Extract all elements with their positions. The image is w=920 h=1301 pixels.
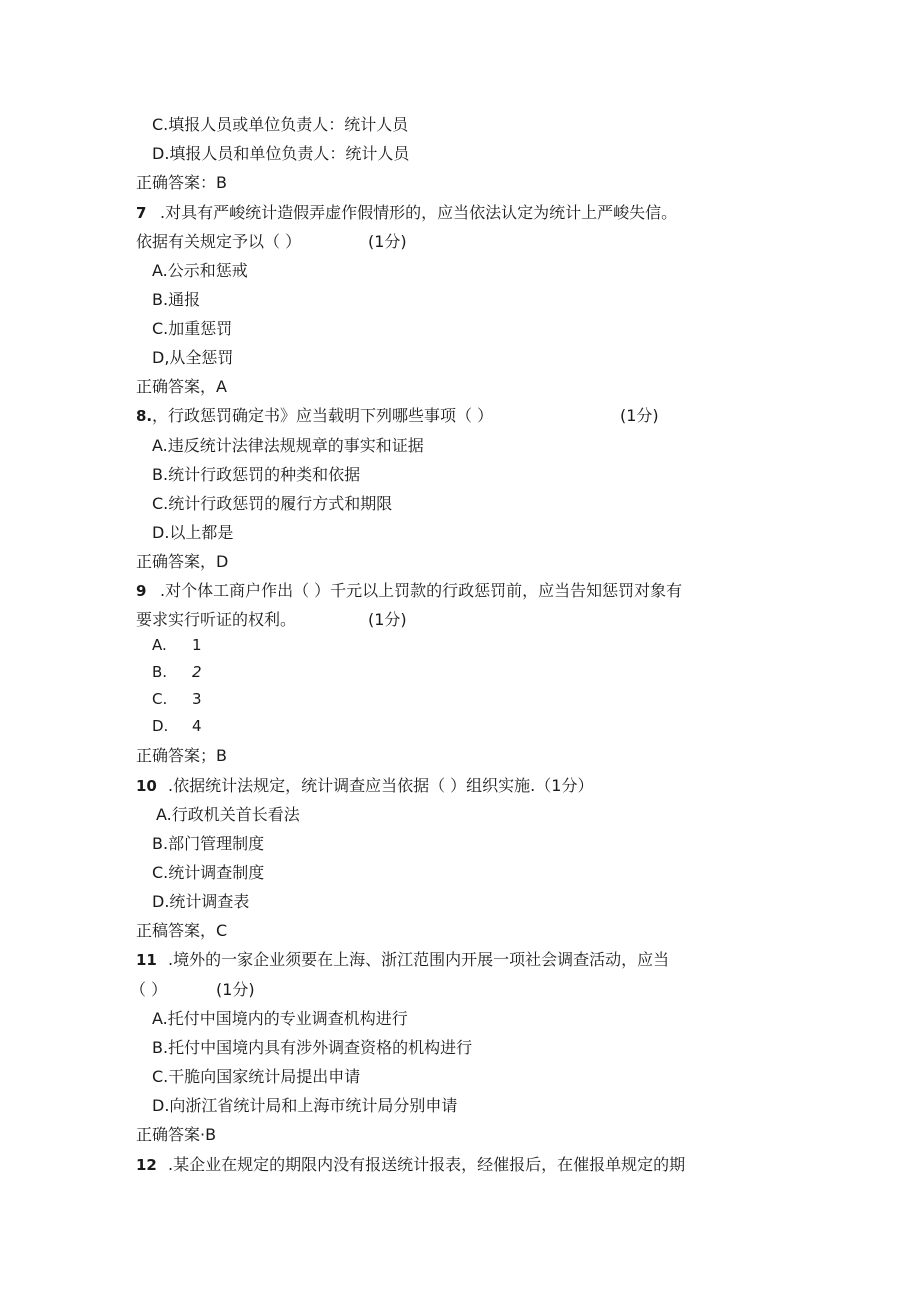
q9-option-a-value: 1 [192, 636, 202, 654]
q11-option-b: B.托付中国境内具有涉外调查资格的机构进行 [152, 1038, 473, 1057]
q12-text-line1: .某企业在规定的期限内没有报送统计报表，经催报后，在催报单规定的期 [168, 1155, 686, 1174]
q6-answer: 正确答案：B [136, 173, 227, 192]
q7-option-c: C.加重惩罚 [152, 319, 233, 338]
q8-option-a: A.违反统计法律法规规章的事实和证据 [152, 436, 424, 455]
q7-text-line2: 依据有关规定予以（ ） [136, 232, 302, 251]
q7-option-d: D,从全惩罚 [152, 348, 234, 367]
q8-text-line1: ，行政惩罚确定书》应当载明下列哪些事项（ ） [152, 406, 494, 425]
q10-option-a: A.行政机关首长看法 [156, 805, 300, 824]
q10-text-line1: .依据统计法规定，统计调查应当依据（ ）组织实施.（1分） [168, 776, 594, 795]
q6-option-c: C.填报人员或单位负责人：统计人员 [152, 115, 409, 134]
q9-number: 9 [136, 582, 147, 600]
q9-option-d-value: 4 [192, 717, 202, 735]
q10-number: 10 [136, 777, 157, 795]
q8-option-d: D.以上都是 [152, 523, 234, 542]
q9-option-d-label: D. [152, 717, 169, 735]
q11-answer: 正确答案·B [136, 1125, 217, 1144]
q10-option-d: D.统计调查表 [152, 892, 250, 911]
q11-text-line1: .境外的一家企业须要在上海、浙江范围内开展一项社会调查活动，应当 [168, 950, 670, 969]
q9-option-b-label: B. [152, 663, 168, 681]
q9-option-b-value: 2 [192, 663, 202, 681]
q11-option-c: C.干脆向国家统计局提出申请 [152, 1067, 361, 1086]
q8-score: (1分) [620, 406, 659, 425]
q7-text-line1: .对具有严峻统计造假弄虚作假情形的，应当依法认定为统计上严峻失信。 [160, 203, 678, 222]
q9-score: (1分) [368, 610, 407, 629]
q7-option-a: A.公示和惩戒 [152, 261, 248, 280]
q12-number: 12 [136, 1156, 157, 1174]
q11-number: 11 [136, 951, 157, 969]
q7-number: 7 [136, 204, 147, 222]
q9-answer: 正确答案；B [136, 746, 227, 765]
q8-answer: 正确答案，D [136, 552, 229, 571]
q9-option-c-value: 3 [192, 690, 202, 708]
q7-option-b: B.通报 [152, 290, 201, 309]
q8-number: 8. [136, 407, 153, 425]
q7-answer: 正确答案，A [136, 377, 227, 396]
q10-option-b: B.部门管理制度 [152, 834, 265, 853]
q11-score: (1分) [216, 980, 255, 999]
q9-text-line1: .对个体工商户作出（ ）千元以上罚款的行政惩罚前，应当告知惩罚对象有 [160, 581, 683, 600]
q11-option-a: A.托付中国境内的专业调查机构进行 [152, 1009, 408, 1028]
q6-option-d: D.填报人员和单位负责人：统计人员 [152, 144, 410, 163]
q8-option-b: B.统计行政惩罚的种类和依据 [152, 465, 361, 484]
q9-option-c-label: C. [152, 690, 168, 708]
q9-option-a-label: A. [152, 636, 167, 654]
q9-text-line2: 要求实行听证的权利。 [136, 610, 297, 629]
q11-text-line2: （ ） [130, 980, 168, 999]
q10-option-c: C.统计调查制度 [152, 863, 265, 882]
q7-score: (1分) [368, 232, 407, 251]
q10-answer: 正稿答案，C [136, 921, 228, 940]
q11-option-d: D.向浙江省统计局和上海市统计局分别申请 [152, 1096, 458, 1115]
q8-option-c: C.统计行政惩罚的履行方式和期限 [152, 494, 393, 513]
